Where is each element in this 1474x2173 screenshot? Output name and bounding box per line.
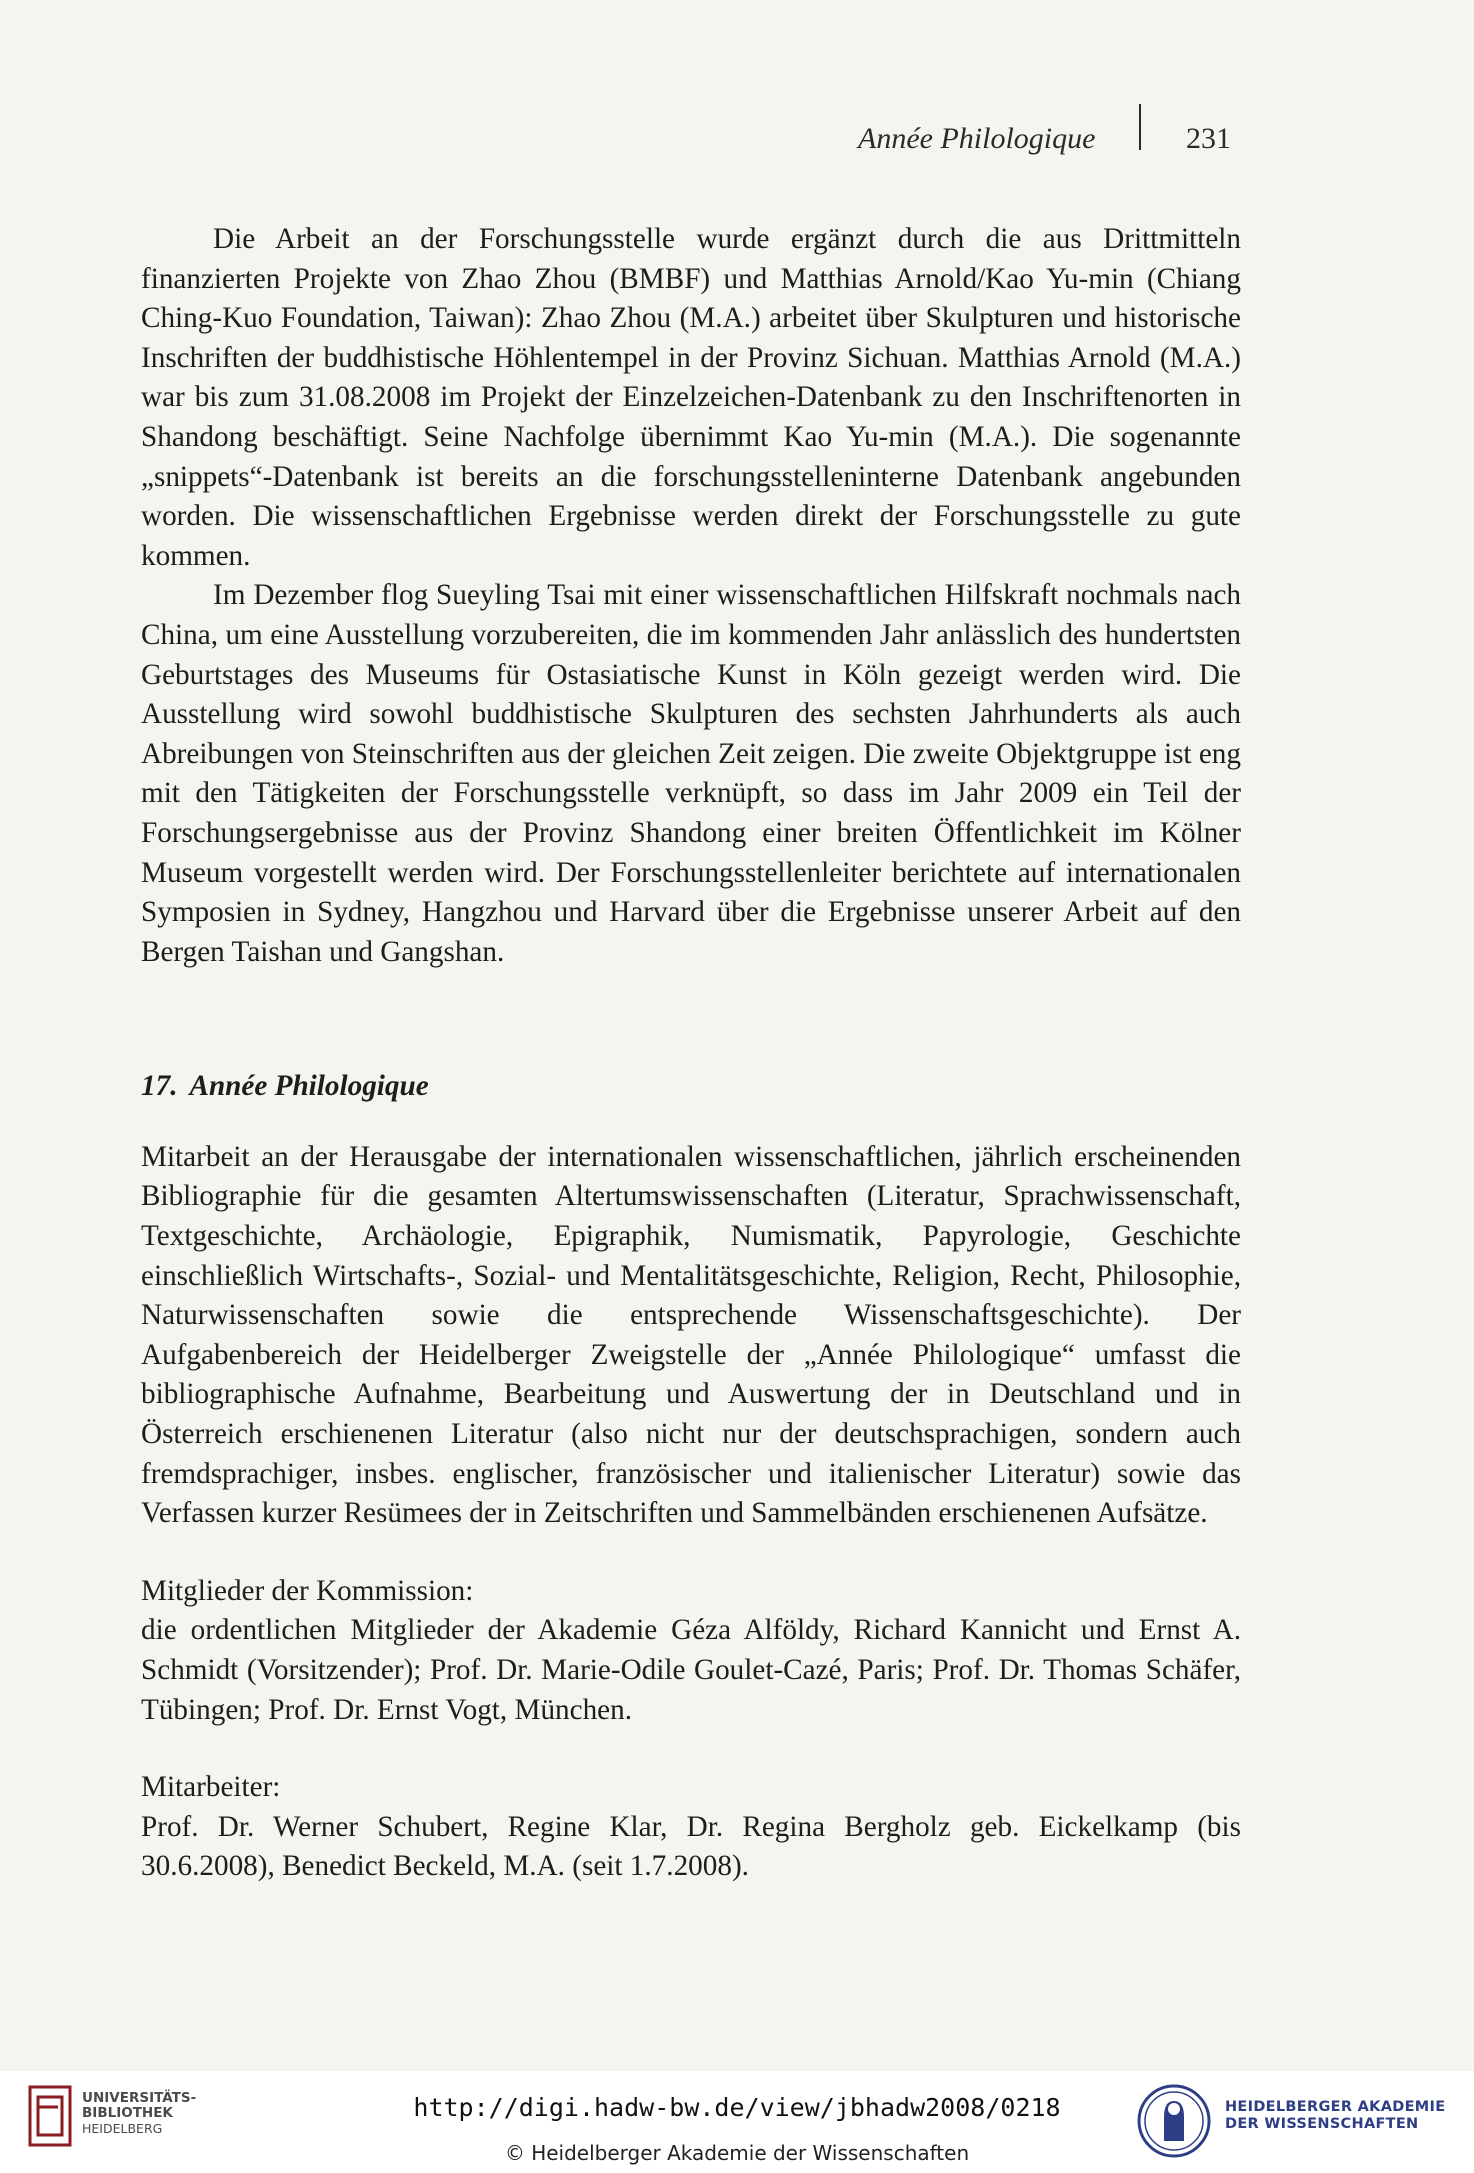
academy-line-1: HEIDELBERGER AKADEMIE [1225,2099,1446,2115]
academy-line-2: DER WISSENSCHAFTEN [1225,2116,1419,2132]
academy-wordmark [1225,2099,1445,2133]
paragraph-annee-philologique: Mitarbeit an der Herausgabe der internationalen wissenschaftlichen, jährlich erscheinenden Bibliographie für die gesamten Altertumswissenschaften (Literatur, Sprachwissenschaft, Textgeschichte, Archäologie, Epigraphik, Numismatik, Papyrologie, Geschichte einschließlich Wirtschafts-, Sozial- und Mentalitätsgeschichte, Religion, Recht, Philosophie, Naturwissenschaften sowie die entsprechende Wissenschaftsgeschichte). Der Aufgabenbereich der Heidelberger Zweigstelle der „Année Philologique“ umfasst die bibliographische Aufnahme, Bearbeitung und Auswertung der in Deutschland und in Österreich erschienenen Literatur (also nicht nur der deutschsprachigen, sondern auch fremdsprachiger, insbes. englischer, französischer und italienischer Literatur) sowie das Verfassen kurzer Resümees der in Zeitschriften und Sammelbänden erschienenen Aufsätze. [141,1140,1241,1530]
staff-text: Prof. Dr. Werner Schubert, Regine Klar, Dr. Regina Bergholz geb. Eickelkamp (bis 30.6.2008), Benedict Beckeld, M.A. (seit 1.7.2008). [141,1810,1241,1883]
running-title: Année Philologique [858,122,1096,155]
section-number: 17. [141,1070,178,1103]
members-label: Mitglieder der Kommission: [141,1574,474,1607]
library-line-1: UNIVERSITÄTS- [82,2090,197,2106]
library-line-2: BIBLIOTHEK [82,2105,173,2121]
section-heading [141,1067,1241,1107]
body-text [141,220,1241,1887]
library-line-3: HEIDELBERG [82,2121,163,2136]
paragraph-ausstellung: Im Dezember flog Sueyling Tsai mit einer wissenschaftlichen Hilfskraft nochmals nach China, um eine Ausstellung vorzubereiten, die im kommenden Jahr anlässlich des hundertsten Geburtstages des Museums für Ostasiatische Kunst in Köln gezeigt werden wird. Die Ausstellung wird sowohl buddhistische Skulpturen des sechsten Jahrhunderts als auch Abreibungen von Steinschriften aus der gleichen Zeit zeigen. Die zweite Objektgruppe ist eng mit den Tätigkeiten der Forschungsstelle verknüpft, so dass im Jahr 2009 ein Teil der Forschungsergebnisse aus der Provinz Shandong einer breiten Öffentlichkeit im Kölner Museum vorgestellt werden wird. Der Forschungsstellenleiter berichtete auf internationalen Symposien in Sydney, Hangzhou und Harvard über die Ergebnisse unserer Arbeit auf den Bergen Taishan und Gangshan. [141,579,1241,968]
header-divider [1139,104,1141,150]
page-number: 231 [1186,122,1231,155]
academy-seal-icon [1136,2083,1212,2159]
members-text: die ordentlichen Mitglieder der Akademie Géza Alföldy, Richard Kannicht und Ernst A. Schmidt (Vorsitzender); Prof. Dr. Marie-Odile Goulet-Cazé, Paris; Prof. Dr. Thomas Schäfer, Tübingen; Prof. Dr. Ernst Vogt, München. [141,1614,1241,1726]
viewer-footer [0,2071,1474,2173]
paragraph-drittmittel: Die Arbeit an der Forschungsstelle wurde ergänzt durch die aus Drittmitteln finanzierten Projekte von Zhao Zhou (BMBF) und Matthias Arnold/Kao Yu-min (Chiang Ching-Kuo Foundation, Taiwan): Zhao Zhou (M.A.) arbeitet über Skulpturen und historische Inschriften der buddhistische Höhlentempel in der Provinz Sichuan. Matthias Arnold (M.A.) war bis zum 31.08.2008 im Projekt der Einzelzeichen-Datenbank zu den Inschriftenorten in Shandong beschäftigt. Seine Nachfolge übernimmt Kao Yu-min (M.A.). Die sogenannte „snippets“-Datenbank ist bereits an die forschungsstelleninterne Datenbank angebunden worden. Die wissenschaftlichen Ergebnisse werden direkt der Forschungsstelle zu gute kommen. [141,223,1241,572]
permalink-url[interactable]: http://digi.hadw-bw.de/view/jbhadw2008/0218 [413,2093,1061,2122]
staff-label: Mitarbeiter: [141,1771,281,1804]
copyright-notice: © Heidelberger Akademie der Wissenschaften [504,2141,970,2165]
section-title: Année Philologique [189,1070,429,1103]
